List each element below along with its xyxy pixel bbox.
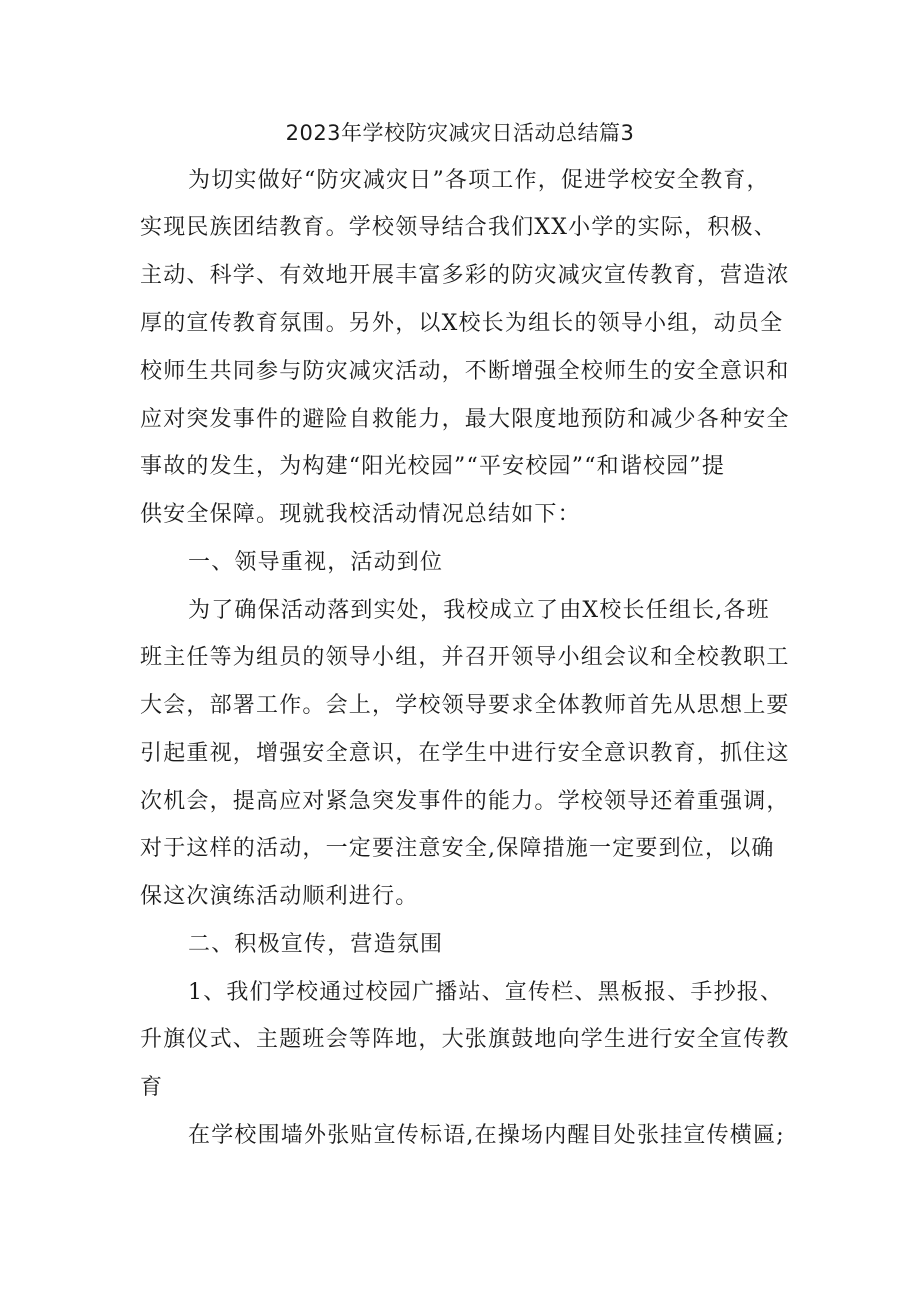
paragraph-line: 大会，部署工作。会上，学校领导要求全体教师首先从思想上要 <box>140 693 790 718</box>
paragraph-line: 对于这样的活动，一定要注意安全,保障措施一定要到位，以确 <box>140 836 775 861</box>
paragraph-line: 保这次演练活动顺利进行。 <box>140 884 419 909</box>
paragraph-line: 育 <box>140 1075 164 1100</box>
paragraph-line: 升旗仪式、主题班会等阵地，大张旗鼓地向学生进行安全宣传教 <box>140 1027 790 1052</box>
paragraph-line: 事故的发生，为构建“阳光校园”“平安校园”“和谐校园”提 <box>140 454 726 479</box>
paragraph-line: 在学校围墙外张贴宣传标语,在操场内醒目处张挂宣传横匾; <box>188 1123 785 1148</box>
paragraph-line: 校师生共同参与防灾减灾活动，不断增强全校师生的安全意识和 <box>140 359 790 384</box>
paragraph-line: 厚的宣传教育氛围。另外，以X校长为组长的领导小组，动员全 <box>140 311 784 336</box>
section-heading: 一、领导重视，活动到位 <box>188 550 444 575</box>
paragraph-line: 主动、科学、有效地开展丰富多彩的防灾减灾宣传教育，营造浓 <box>140 263 790 288</box>
section-heading: 二、积极宣传，营造氛围 <box>188 932 444 957</box>
paragraph-line: 为切实做好“防灾减灾日”各项工作，促进学校安全教育， <box>188 168 770 193</box>
paragraph-line: 班主任等为组员的领导小组，并召开领导小组会议和全校教职工 <box>140 645 790 670</box>
paragraph-line: 实现民族团结教育。学校领导结合我们XX小学的实际，积极、 <box>140 215 777 240</box>
paragraph-line: 应对突发事件的避险自救能力，最大限度地预防和减少各种安全 <box>140 407 790 432</box>
paragraph-line: 1、我们学校通过校园广播站、宣传栏、黑板报、手抄报、 <box>188 980 784 1005</box>
document-title: 2023年学校防灾减灾日活动总结篇3 <box>285 121 635 145</box>
paragraph-line: 引起重视，增强安全意识，在学生中进行安全意识教育，抓住这 <box>140 741 790 766</box>
paragraph-line: 供安全保障。现就我校活动情况总结如下： <box>140 502 581 527</box>
paragraph-line: 次机会，提高应对紧急突发事件的能力。学校领导还着重强调， <box>140 789 790 814</box>
paragraph-line: 为了确保活动落到实处，我校成立了由X校长任组长,各班 <box>188 598 770 623</box>
